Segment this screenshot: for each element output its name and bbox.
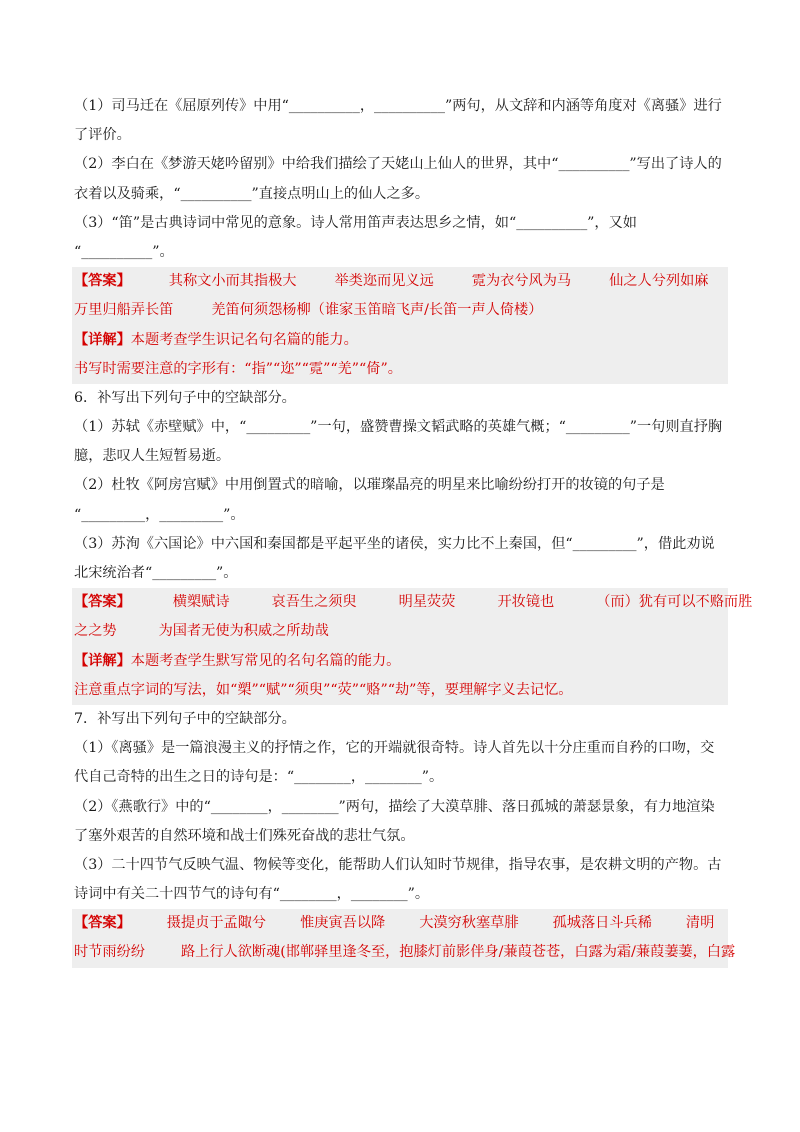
q5-detail-line — [74, 326, 728, 355]
q5-line-4: 衣着以及骑乘，“__________”直接点明山上的仙人之多。 — [74, 185, 430, 202]
q5-line-3: （2）李白在《梦游天姥吟留别》中给我们描绘了天姥山上仙人的世界，其中“__________”写出了诗人的 — [74, 156, 722, 173]
answer-label: 【答案】 — [74, 915, 131, 932]
q5-line-5: （3）“笛”是古典诗词中常见的意象。诗人常用笛声表达思乡之情，如“__________”，又如 — [74, 214, 637, 231]
q6-line-6: 北宋统治者“_________”。 — [74, 565, 238, 581]
detail-text: 本题考查学生默写常见的名句名篇的能力。 — [130, 652, 401, 669]
answer-item: 为国者无使为积威之所劫哉 — [158, 623, 329, 640]
q6-answer-line-2 — [74, 617, 728, 646]
q7-answer-line-1 — [74, 909, 728, 938]
answer-item: 其称文小而其指极大 — [168, 273, 297, 290]
answer-item: 大漠穷秋塞草腓 — [419, 915, 519, 932]
answer-item: 摄提贞于孟陬兮 — [166, 915, 267, 932]
q6-detail-line — [74, 647, 728, 676]
q6-line-2: 臆，悲叹人生短暂易逝。 — [74, 448, 231, 465]
q5-answer-line-1 — [74, 267, 728, 296]
detail-text: 本题考查学生识记名句名篇的能力。 — [130, 331, 358, 348]
document-page — [74, 92, 753, 968]
answer-item: 明星荧荧 — [398, 594, 456, 611]
q5-answer-block — [72, 267, 728, 384]
q7-line-4: 了塞外艰苦的自然环境和战士们殊死奋战的悲壮气氛。 — [74, 827, 415, 844]
detail-label: 【详解】 — [74, 652, 131, 669]
q6-title: 6．补写出下列句子中的空缺部分。 — [74, 389, 296, 406]
answer-item: 哀吾生之须臾 — [271, 594, 357, 611]
answer-item: 路上行人欲断魂(邯郸驿里逢冬至，抱膝灯前影伴身/蒹葭苍苍，白露为霜/蒹葭萋萋，白露 — [180, 944, 736, 961]
q7-line-2: 代自己奇特的出生之日的诗句是：“________，________”。 — [74, 769, 444, 786]
q7-answer-block — [72, 909, 736, 967]
q6-detail-note: 注意重点字词的写法，如“槊”“赋”“须臾”“荧”“赂”“劫”等，要理解字义去记忆。 — [74, 681, 573, 698]
answer-item: 举类迩而见义远 — [334, 273, 434, 290]
detail-label: 【详解】 — [74, 331, 131, 348]
q6-answer-block — [72, 588, 753, 705]
q7-line-1: （1）《离骚》是一篇浪漫主义的抒情之作，它的开端就很奇特。诗人首先以十分庄重而自矜的口吻，交 — [74, 740, 715, 757]
answer-item: （而）犹有可以不赂而胜 — [596, 594, 753, 611]
q7-line-6: 诗词中有关二十四节气的诗句有“________，________”。 — [74, 886, 430, 903]
q6-line-3: （2）杜牧《阿房宫赋》中用倒置式的暗喻，以璀璨晶亮的明星来比喻纷纷打开的妆镜的句子是 — [74, 477, 665, 494]
q7-line-5: （3）二十四节气反映气温、物候等变化，能帮助人们认知时节规律，指导农事，是农耕文明的产物。古 — [74, 856, 722, 873]
answer-item: 惟庚寅吾以降 — [300, 915, 386, 932]
answer-label: 【答案】 — [74, 594, 131, 611]
answer-item: 仙之人兮列如麻 — [609, 273, 709, 290]
answer-item: 之之势 — [74, 623, 117, 640]
answer-label: 【答案】 — [74, 273, 131, 290]
answer-item: 横槊赋诗 — [172, 594, 230, 611]
q5-line-6: “__________”。 — [74, 243, 174, 260]
q7-answer-line-2 — [74, 938, 736, 967]
q6-line-1: （1）苏轼《赤壁赋》中，“_________”一句，盛赞曹操文韬武略的英雄气概；“_________”一句则直抒胸 — [74, 419, 723, 436]
q5-line-2: 了评价。 — [74, 127, 131, 144]
answer-item: 羌笛何须怨杨柳（谁家玉笛暗飞声/长笛一声人倚楼） — [211, 302, 543, 319]
q7-title: 7．补写出下列句子中的空缺部分。 — [74, 710, 296, 727]
answer-item: 清明 — [685, 915, 715, 932]
answer-item: 霓为衣兮风为马 — [471, 273, 572, 290]
q7-line-3: （2）《燕歌行》中的“________，________”两句，描绘了大漠草腓、落日孤城的萧瑟景象，有力地渲染 — [74, 798, 715, 815]
q5-answer-line-2 — [74, 296, 728, 325]
answer-item: 开妆镜也 — [497, 594, 555, 611]
q6-answer-line-1 — [74, 588, 753, 617]
answer-item: 孤城落日斗兵稀 — [552, 915, 652, 932]
q5-detail-note: 书写时需要注意的字形有：“指”“迩”“霓”“羌”“倚”。 — [74, 360, 402, 377]
q6-line-4: “_________，_________”。 — [74, 506, 245, 523]
q5-line-1: （1）司马迁在《屈原列传》中用“__________，__________”两句，从文辞和内涵等角度对《离骚》进行 — [74, 98, 722, 114]
q6-line-5: （3）苏洵《六国论》中六国和秦国都是平起平坐的诸侯，实力比不上秦国，但“_________”，借此劝说 — [74, 535, 715, 552]
answer-item: 万里归船弄长笛 — [74, 302, 174, 319]
answer-item: 时节雨纷纷 — [74, 944, 145, 961]
